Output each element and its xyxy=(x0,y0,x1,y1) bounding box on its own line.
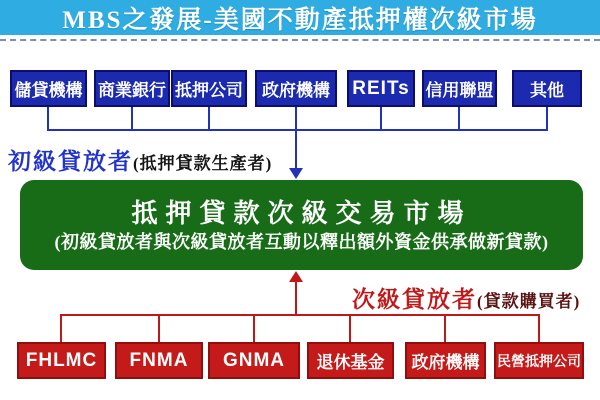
secondary-market-box xyxy=(20,180,583,270)
connector-stub xyxy=(60,315,62,342)
connector-stub xyxy=(131,107,133,131)
up-arrow-shaft xyxy=(295,280,297,315)
connector-stub xyxy=(444,315,446,342)
title-bar xyxy=(0,0,600,35)
box-label: REITs xyxy=(352,77,410,99)
box-label: FHLMC xyxy=(25,349,98,371)
box-label: 政府機構 xyxy=(262,81,330,100)
box-mortgage-company xyxy=(171,70,247,107)
box-label: 其他 xyxy=(530,81,564,100)
box-label: FNMA xyxy=(129,349,189,371)
box-fhlmc xyxy=(17,342,106,379)
secondary-market-subtitle: (初級貸放者與次級貸放者互動以釋出額外資金供承做新貸款) xyxy=(54,231,549,252)
primary-lenders-label xyxy=(8,143,272,176)
secondary-lenders-label xyxy=(352,281,580,314)
box-commercial-bank xyxy=(94,70,170,107)
box-label: 民營抵押公司 xyxy=(497,354,581,370)
box-savings-loan-institution xyxy=(10,70,87,107)
box-label: 抵押公司 xyxy=(175,81,243,100)
secondary-lenders-label-sub: (貸款購買者) xyxy=(477,292,581,311)
connector-stub xyxy=(253,315,255,342)
box-fnma xyxy=(115,342,203,379)
connector-stub xyxy=(208,107,210,131)
box-government-agency-bottom xyxy=(405,342,486,379)
title-divider xyxy=(0,39,600,41)
primary-lenders-label-sub: (抵押貸款生產者) xyxy=(133,154,273,173)
page-title: MBS之發展-美國不動產抵押權次級市場 xyxy=(62,6,538,34)
down-arrow-shaft xyxy=(295,130,297,169)
box-label: 商業銀行 xyxy=(98,81,166,100)
secondary-lenders-label-main: 次級貸放者 xyxy=(352,287,477,312)
connector-stub xyxy=(158,315,160,342)
secondary-market-title: 抵押貸款次級交易市場 xyxy=(131,198,472,228)
connector-rail-bottom xyxy=(60,314,540,316)
box-label: 信用聯盟 xyxy=(425,81,494,100)
connector-stub xyxy=(546,107,548,131)
box-pension-fund xyxy=(307,342,394,379)
box-other xyxy=(512,70,582,107)
connector-stub xyxy=(349,315,351,342)
connector-stub xyxy=(380,107,382,131)
connector-stub xyxy=(538,315,540,342)
box-private-mortgage-company xyxy=(494,342,584,379)
down-arrow-icon xyxy=(289,168,303,179)
box-reits xyxy=(347,70,415,107)
box-gnma xyxy=(208,342,300,379)
box-credit-union xyxy=(422,70,497,107)
connector-rail-top xyxy=(47,129,548,131)
connector-stub xyxy=(295,107,297,131)
connector-stub xyxy=(47,107,49,131)
primary-lenders-label-main: 初級貸放者 xyxy=(8,149,133,174)
box-government-agency-top xyxy=(255,70,337,107)
box-label: 退休基金 xyxy=(316,353,385,372)
box-label: 政府機構 xyxy=(411,353,480,372)
box-label: GNMA xyxy=(222,349,286,371)
box-label: 儲貸機構 xyxy=(14,81,83,100)
connector-stub xyxy=(458,107,460,131)
